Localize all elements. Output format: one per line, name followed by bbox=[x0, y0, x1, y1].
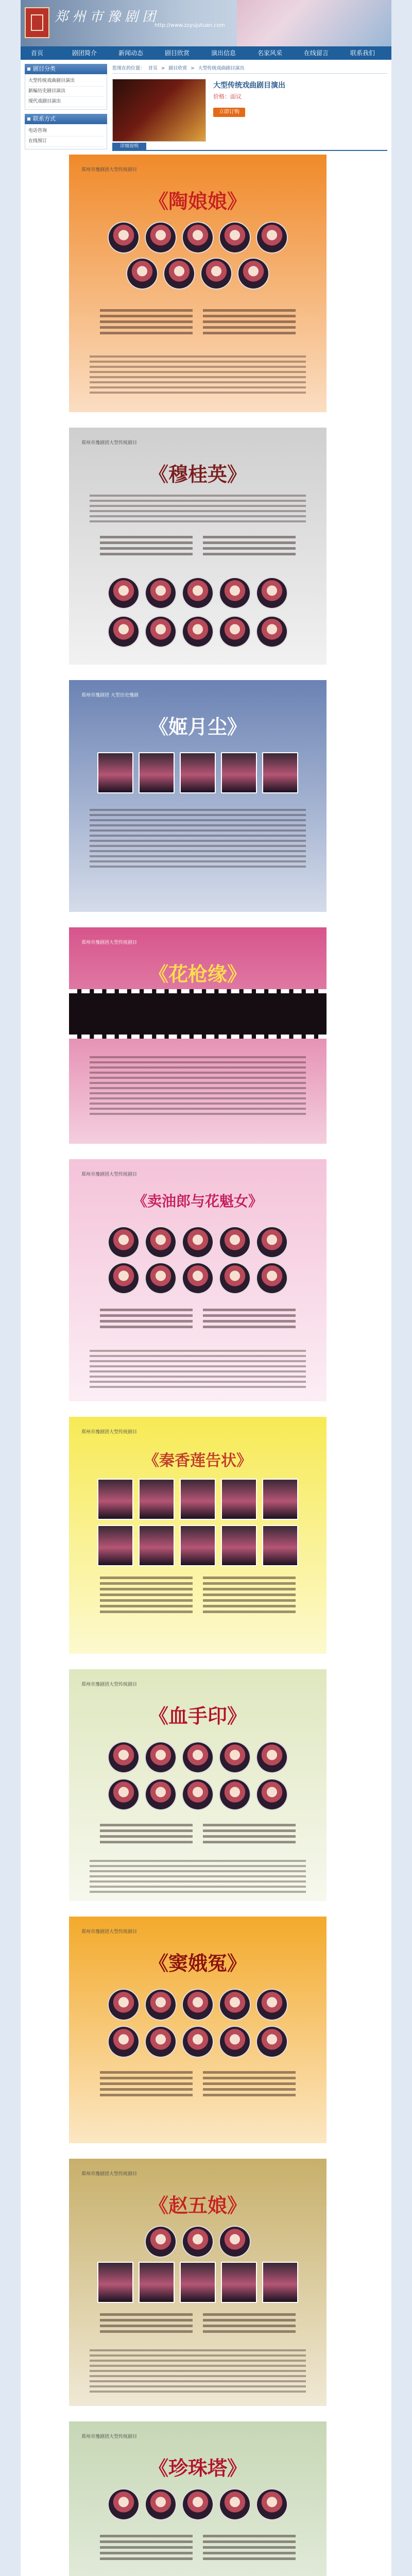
cast-photo bbox=[97, 1479, 133, 1520]
cast-photo bbox=[163, 258, 195, 290]
cast-photo bbox=[182, 222, 214, 253]
cast-photo-row bbox=[69, 2026, 327, 2058]
cast-photo bbox=[221, 2262, 257, 2303]
cast-photo bbox=[180, 1525, 216, 1566]
cast-photo bbox=[108, 1741, 140, 1773]
poster-header: 郑州市豫剧团大型传统剧目 bbox=[81, 167, 138, 173]
cast-photo bbox=[145, 1778, 177, 1810]
cast-photo bbox=[180, 2262, 216, 2303]
cast-photo bbox=[256, 616, 288, 648]
cast-photo bbox=[108, 2488, 140, 2520]
cast-photo bbox=[182, 2026, 214, 2058]
cast-photo bbox=[182, 1778, 214, 1810]
breadcrumb-section[interactable]: 剧目欣赏 bbox=[168, 66, 187, 71]
poster-header: 郑州市豫剧团大型传统剧目 bbox=[81, 440, 138, 446]
poster-title: 《窦娥冤》 bbox=[148, 1952, 247, 1975]
cast-photo bbox=[200, 258, 232, 290]
cast-photo bbox=[145, 616, 177, 648]
synopsis bbox=[90, 355, 306, 397]
cast-photo bbox=[221, 1479, 257, 1520]
poster-header: 郑州市豫剧团大型传统剧目 bbox=[81, 1929, 138, 1935]
sidebar-link-traditional[interactable]: 大型传统戏曲剧目演出 bbox=[28, 76, 104, 87]
sidebar-heading: 剧目分类 bbox=[25, 64, 107, 74]
poster-header: 郑州市豫剧团 大型历史豫剧 bbox=[81, 693, 139, 698]
breadcrumb-separator: > bbox=[191, 66, 195, 71]
cast-list bbox=[100, 2071, 296, 2096]
poster-mai-you-lang bbox=[69, 1159, 327, 1401]
poster-ji-yuechen bbox=[69, 680, 327, 912]
cast-photo bbox=[139, 1525, 175, 1566]
cast-photo bbox=[262, 1525, 298, 1566]
cast-photo bbox=[126, 258, 158, 290]
cast-photo bbox=[256, 577, 288, 609]
cast-photo bbox=[145, 1226, 177, 1258]
cast-photo bbox=[182, 2226, 214, 2258]
cast-photo bbox=[145, 1741, 177, 1773]
poster-header: 郑州市豫剧团大型传统剧目 bbox=[81, 1682, 138, 1687]
nav-news[interactable]: 新闻动态 bbox=[118, 49, 144, 57]
site-title: 郑州市豫剧团 bbox=[55, 9, 160, 25]
cast-photo bbox=[97, 2262, 133, 2303]
synopsis bbox=[90, 1860, 306, 1896]
cast-photo bbox=[219, 222, 251, 253]
poster-dou-e-yuan bbox=[69, 1917, 327, 2143]
cast-photo-row bbox=[69, 1989, 327, 2021]
nav-contact[interactable]: 联系我们 bbox=[350, 49, 375, 57]
synopsis bbox=[90, 809, 306, 871]
cast-photo bbox=[182, 1226, 214, 1258]
cast-photo bbox=[219, 2026, 251, 2058]
cast-photo-row bbox=[69, 2488, 327, 2520]
cast-photo bbox=[182, 1741, 214, 1773]
cast-photo bbox=[108, 616, 140, 648]
cast-photo bbox=[221, 752, 257, 793]
order-button[interactable]: 立即订购 bbox=[213, 108, 245, 117]
cast-photo bbox=[145, 222, 177, 253]
cast-photo bbox=[145, 2026, 177, 2058]
cast-photo-row bbox=[69, 1778, 327, 1810]
cast-photo bbox=[182, 616, 214, 648]
cast-photo bbox=[219, 1741, 251, 1773]
cast-photo bbox=[219, 1262, 251, 1294]
content-wrapper bbox=[21, 0, 391, 2576]
cast-photo bbox=[256, 1741, 288, 1773]
poster-title: 《秦香莲告状》 bbox=[144, 1452, 252, 1470]
cast-list bbox=[100, 309, 296, 334]
poster-qin-xianglian bbox=[69, 1417, 327, 1654]
tab-description[interactable]: 详细说明 bbox=[112, 143, 146, 150]
cast-photo bbox=[108, 2026, 140, 2058]
product-summary bbox=[112, 74, 387, 150]
sidebar-heading-contact: 联系方式 bbox=[25, 114, 107, 124]
poster-xue-shou-yin bbox=[69, 1669, 327, 1901]
cast-photo bbox=[145, 1262, 177, 1294]
cast-photo bbox=[256, 1989, 288, 2021]
cast-photo-row bbox=[69, 752, 327, 793]
sidebar-contact-list bbox=[25, 124, 107, 149]
cast-photo bbox=[256, 2026, 288, 2058]
cast-photo bbox=[219, 577, 251, 609]
cast-photo bbox=[108, 1226, 140, 1258]
filmstrip-photos bbox=[69, 989, 327, 1039]
cast-photo-row bbox=[69, 577, 327, 609]
cast-photo bbox=[108, 577, 140, 609]
cast-photo bbox=[182, 1262, 214, 1294]
cast-photo bbox=[219, 1226, 251, 1258]
cast-list bbox=[100, 536, 296, 555]
cast-photo bbox=[219, 1989, 251, 2021]
cast-photo bbox=[145, 577, 177, 609]
cast-photo bbox=[219, 1778, 251, 1810]
synopsis bbox=[90, 1350, 306, 1391]
cast-photo bbox=[182, 577, 214, 609]
cast-photo bbox=[256, 1226, 288, 1258]
sidebar-link-booking[interactable]: 在线预订 bbox=[28, 137, 104, 147]
cast-photo bbox=[97, 752, 133, 793]
cast-photo bbox=[108, 222, 140, 253]
cast-photo bbox=[219, 2488, 251, 2520]
cast-photo bbox=[182, 2488, 214, 2520]
cast-photo bbox=[182, 1989, 214, 2021]
cast-list bbox=[100, 1309, 296, 1328]
cast-photo bbox=[221, 1525, 257, 1566]
breadcrumb-separator: > bbox=[161, 66, 165, 71]
poster-title: 《花枪缘》 bbox=[148, 962, 247, 986]
cast-photo-row bbox=[69, 1262, 327, 1294]
main-content bbox=[112, 64, 387, 150]
poster-hua-qiang-yuan bbox=[69, 927, 327, 1144]
main-nav bbox=[21, 46, 391, 60]
synopsis bbox=[90, 495, 306, 526]
cast-photo bbox=[139, 2262, 175, 2303]
cast-photo bbox=[237, 258, 269, 290]
cast-photo bbox=[256, 222, 288, 253]
cast-photo-row bbox=[69, 1525, 327, 1566]
sidebar-list bbox=[25, 74, 107, 110]
poster-header: 郑州市豫剧团大型传统剧目 bbox=[81, 2434, 138, 2439]
cast-photo bbox=[145, 2488, 177, 2520]
site-logo-seal[interactable] bbox=[25, 7, 49, 38]
nav-repertoire[interactable]: 剧目欣赏 bbox=[165, 49, 190, 57]
cast-photo bbox=[262, 752, 298, 793]
poster-header: 郑州市豫剧团大型传统剧目 bbox=[81, 1430, 138, 1435]
site-url: http://www.zzyujutuan.com bbox=[154, 23, 225, 28]
cast-photo-row bbox=[69, 258, 327, 290]
cast-photo bbox=[139, 1479, 175, 1520]
breadcrumb-prefix: 您现在的位置： bbox=[112, 66, 145, 71]
poster-title: 《血手印》 bbox=[148, 1704, 247, 1727]
sidebar-link-historical[interactable]: 新编历史剧目演出 bbox=[28, 87, 104, 97]
sidebar bbox=[25, 64, 107, 154]
product-thumbnail[interactable] bbox=[112, 79, 206, 142]
synopsis bbox=[90, 2349, 306, 2396]
cast-photo-row bbox=[69, 616, 327, 648]
poster-title: 《珍珠塔》 bbox=[148, 2456, 247, 2480]
cast-photo bbox=[145, 1989, 177, 2021]
cast-photo-row bbox=[69, 222, 327, 253]
breadcrumb-current: 大型传统戏曲剧目演出 bbox=[198, 66, 245, 71]
nav-performances[interactable]: 演出信息 bbox=[211, 49, 236, 57]
nav-home[interactable]: 首页 bbox=[31, 49, 44, 57]
cast-photo-row bbox=[69, 1741, 327, 1773]
cast-photo bbox=[145, 2226, 177, 2258]
cast-photo bbox=[97, 1525, 133, 1566]
poster-mu-guiying bbox=[69, 428, 327, 665]
poster-header: 郑州市豫剧团大型传统剧目 bbox=[81, 2172, 138, 2177]
detail-tabs bbox=[112, 143, 387, 151]
cast-photo-row bbox=[69, 1226, 327, 1258]
nav-artists[interactable]: 名家风采 bbox=[258, 49, 283, 57]
breadcrumb-home[interactable]: 首页 bbox=[148, 66, 158, 71]
site-banner bbox=[21, 0, 391, 46]
cast-list bbox=[100, 2313, 296, 2333]
cast-photo bbox=[256, 1778, 288, 1810]
cast-photo bbox=[262, 1479, 298, 1520]
poster-title: 《姬月尘》 bbox=[148, 715, 247, 738]
cast-photo bbox=[108, 1989, 140, 2021]
poster-header: 郑州市豫剧团大型传统剧目 bbox=[81, 940, 138, 945]
cast-list bbox=[100, 1824, 296, 1843]
poster-title: 《陶娘娘》 bbox=[148, 190, 247, 213]
cast-photo bbox=[256, 1262, 288, 1294]
product-price: 价格：面议 bbox=[213, 93, 242, 100]
cast-photo bbox=[139, 752, 175, 793]
cast-photo bbox=[108, 1262, 140, 1294]
nav-guestbook[interactable]: 在线留言 bbox=[304, 49, 329, 57]
poster-tao-niangniang bbox=[69, 155, 327, 412]
poster-title: 《卖油郎与花魁女》 bbox=[132, 1193, 263, 1210]
cast-photo bbox=[219, 2226, 251, 2258]
breadcrumb bbox=[112, 64, 387, 74]
cast-list bbox=[100, 1577, 296, 1613]
poster-zhen-zhu-ta bbox=[69, 2421, 327, 2576]
cast-photo bbox=[262, 2262, 298, 2303]
cast-photo-row bbox=[69, 2226, 327, 2258]
sidebar-link-modern[interactable]: 现代戏剧目演出 bbox=[28, 97, 104, 107]
cast-list bbox=[100, 2535, 296, 2560]
poster-title: 《穆桂英》 bbox=[148, 463, 247, 486]
poster-header: 郑州市豫剧团大型传统剧目 bbox=[81, 1172, 138, 1177]
cast-photo bbox=[219, 616, 251, 648]
nav-about[interactable]: 剧团简介 bbox=[72, 49, 97, 57]
cast-photo bbox=[108, 1778, 140, 1810]
poster-zhao-wuniang bbox=[69, 2159, 327, 2406]
cast-photo bbox=[180, 1479, 216, 1520]
cast-photo bbox=[180, 752, 216, 793]
banner-scenery-image bbox=[237, 0, 391, 46]
synopsis bbox=[90, 1056, 306, 1118]
product-name: 大型传统戏曲剧目演出 bbox=[213, 81, 285, 90]
cast-photo-row bbox=[69, 1479, 327, 1520]
cast-photo bbox=[256, 2488, 288, 2520]
sidebar-link-phone[interactable]: 电话咨询 bbox=[28, 126, 104, 137]
cast-photo-row bbox=[69, 2262, 327, 2303]
poster-title: 《赵五娘》 bbox=[148, 2194, 247, 2217]
